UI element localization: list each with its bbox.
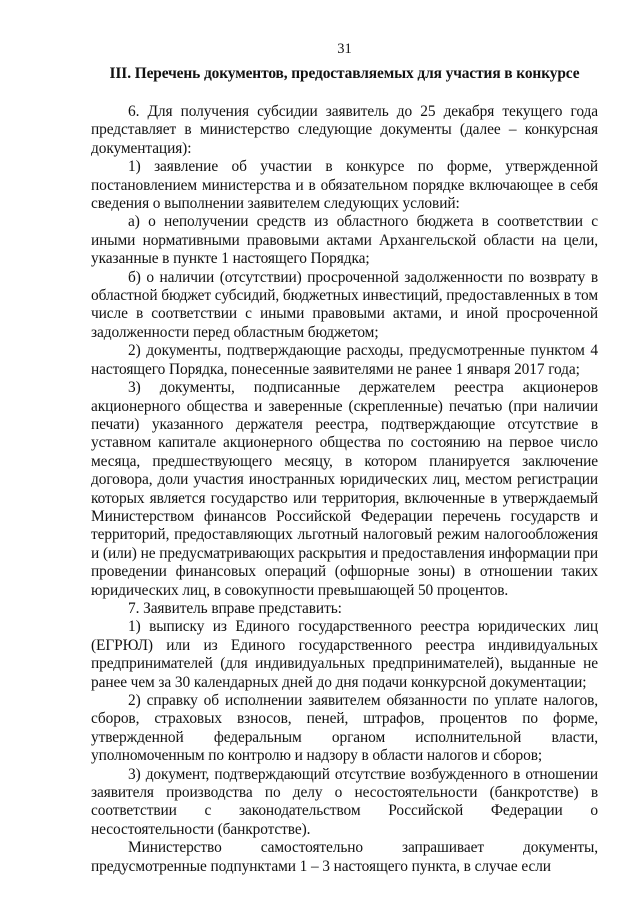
paragraph-7-2: 2) справку об исполнении заявителем обязанности по уплате налогов, сборов, страховых взносов, пеней, штрафов, процентов по форме, утвержденной федеральным органом исполнительной власти, уполномоченным по контролю и надзору в области налогов и сборов; xyxy=(91,692,598,765)
paragraph-6: 6. Для получения субсидии заявитель до 25 декабря текущего года представляет в министерство следующие документы (далее – конкурсная документация): xyxy=(91,103,598,157)
paragraph-6-1: 1) заявление об участии в конкурсе по форме, утвержденной постановлением министерства и в обязательном порядке включающее в себя сведения о выполнении заявителем следующих условий: xyxy=(91,158,598,213)
section-heading: III. Перечень документов, предоставляемых для участия в конкурсе xyxy=(109,65,580,82)
page-number: 31 xyxy=(337,41,352,57)
paragraph-6-2: 2) документы, подтверждающие расходы, предусмотренные пунктом 4 настоящего Порядка, понесенные заявителями не ранее 1 января 2017 года; xyxy=(91,342,598,378)
paragraph-6-3: 3) документы, подписанные держателем реестра акционеров акционерного общества и заверенные (скрепленные) печатью (при наличии печати) указанного держателя реестра, подтверждающие отсутствие в уставном капитале акционерного общества по состоянию на первое число месяца, предшествующего месяцу, в котором планируется заключение договора, доли участия иностранных юридических лиц, местом регистрации которых является государство или территория, включенные в утверждаемый Министерством финансов Российской Федерации перечень государств и территорий, предоставляющих льготный налоговый режим налогообложения и (или) не предусматривающих раскрытия и предоставления информации при проведении финансовых операций (офшорные зоны) в отношении таких юридических лиц, в совокупности превышающей 50 процентов. xyxy=(91,379,598,599)
paragraph-7-1: 1) выписку из Единого государственного реестра юридических лиц (ЕГРЮЛ) или из Единого государственного реестра индивидуальных предпринимателей (для индивидуальных предпринимателей), выданные не ранее чем за 30 календарных дней до дня подачи конкурсной документации; xyxy=(91,618,598,691)
paragraph-6-1-a: а) о неполучении средств из областного бюджета в соответствии с иными нормативными правовыми актами Архангельской области на цели, указанные в пункте 1 настоящего Порядка; xyxy=(91,213,598,268)
paragraph-6-1-b: б) о наличии (отсутствии) просроченной задолженности по возврату в областной бюджет субсидий, бюджетных инвестиций, предоставленных в том числе в соответствии с иными правовыми актами, и иной просроченной задолженности перед областным бюджетом; xyxy=(91,268,598,341)
paragraph-7: 7. Заявитель вправе представить: xyxy=(128,599,342,617)
paragraph-7-3: 3) документ, подтверждающий отсутствие возбужденного в отношении заявителя производства по делу о несостоятельности (банкротстве) в соответствии с законодательством Российской Федерации о несостоятельности (банкротстве). xyxy=(91,765,598,838)
page-content xyxy=(91,40,598,876)
paragraph-ministry: Министерство самостоятельно запрашивает документы, предусмотренные подпунктами 1 – 3 настоящего пункта, в случае если xyxy=(91,839,598,875)
